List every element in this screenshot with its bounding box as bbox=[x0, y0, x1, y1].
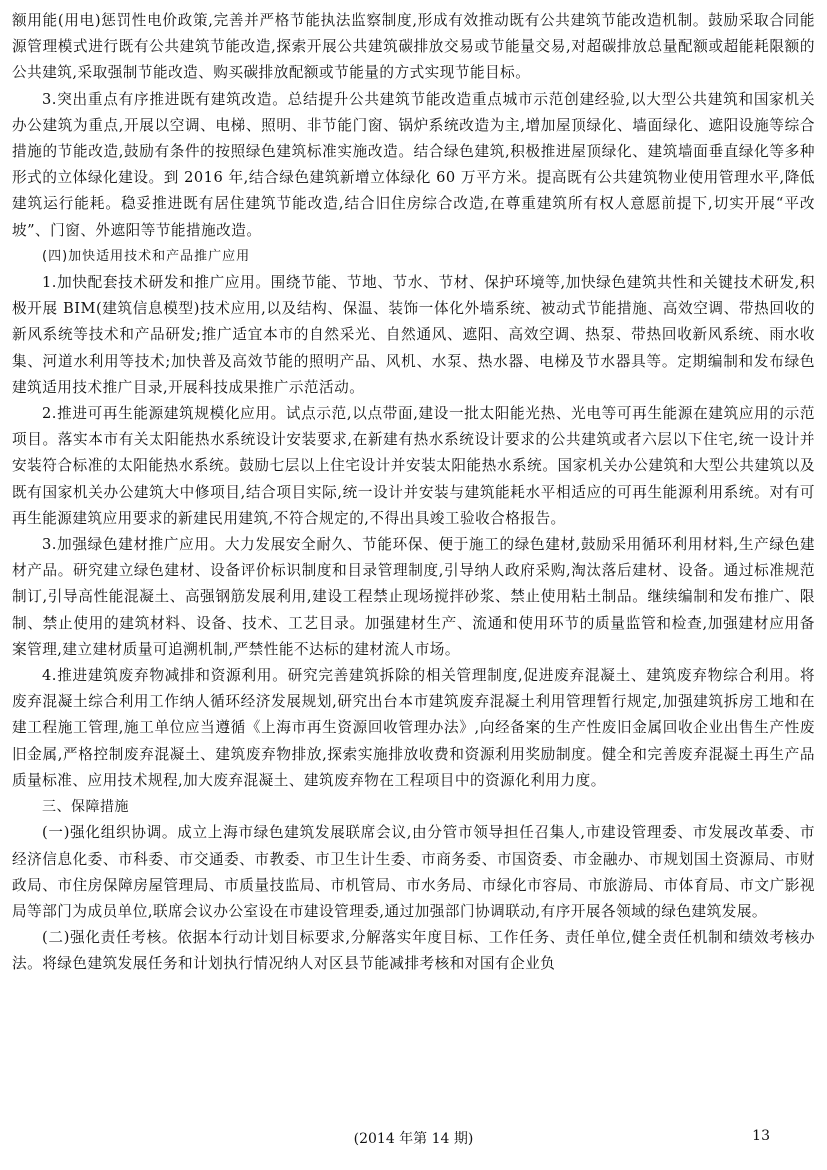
section-heading-safeguards: 三、保障措施 bbox=[42, 799, 129, 816]
subheading-technology-promotion: (四)加快适用技术和产品推广应用 bbox=[42, 248, 251, 264]
page-number: 13 bbox=[752, 1128, 770, 1144]
page-footer bbox=[0, 1128, 827, 1150]
paragraph-continuation: 额用能(用电)惩罚性电价政策,完善并严格节能执法监察制度,形成有效推动既有公共建筑节能改造机制。鼓励采取合同能源管理模式进行既有公共建筑节能改造,探索开展公共建筑碳排放交易或节能量交易,对超碳排放总量配额或超能耗限额的公共建筑,采取强制节能改造、购买碳排放配额或节能量的方式实现节能目标。 bbox=[12, 12, 815, 82]
paragraph-item-4-waste-recycling: 4.推进建筑废弃物减排和资源利用。研究完善建筑拆除的相关管理制度,促进废弃混凝土、建筑废弃物综合利用。将废弃混凝土综合利用工作纳人循环经济发展规划,研究出台本市建筑废弃混凝土利用管理暂行规定,加强建筑拆房工地和在建工程施工管理,施工单位应当遵循《上海市再生资源回收管理办法》,向经备案的生产性废旧金属回收企业出售生产性废旧金属,严格控制废弃混凝土、建筑废弃物排放,探索实施排放收费和资源利用奖励制度。健全和完善废弃混凝土再生产品质量标准、应用技术规程,加大废弃混凝土、建筑废弃物在工程项目中的资源化利用力度。 bbox=[12, 667, 815, 789]
paragraph-organization-coordination: (一)强化组织协调。成立上海市绿色建筑发展联席会议,由分管市领导担任召集人,市建设管理委、市发展改革委、市经济信息化委、市科委、市交通委、市教委、市卫生计生委、市商务委、市国资委、市金融办、市规划国土资源局、市财政局、市住房保障房屋管理局、市质量技监局、市机管局、市水务局、市绿化市容局、市旅游局、市体育局、市文广影视局等部门为成员单位,联席会议办公室设在市建设管理委,通过加强部门协调联动,有序开展各领域的绿色建筑发展。 bbox=[12, 824, 815, 920]
paragraph-item-2-renewable-energy: 2.推进可再生能源建筑规模化应用。试点示范,以点带面,建设一批太阳能光热、光电等可再生能源在建筑应用的示范项目。落实本市有关太阳能热水系统设计安装要求,在新建有热水系统设计要求的公共建筑或者六层以下住宅,统一设计并安装符合标准的太阳能热水系统。鼓励七层以上住宅设计并安装太阳能热水系统。国家机关办公建筑和大型公共建筑以及既有国家机关办公建筑大中修项目,结合项目实际,统一设计并安装与建筑能耗水平相适应的可再生能源利用系统。对有可再生能源建筑应用要求的新建民用建筑,不符合规定的,不得出具竣工验收合格报告。 bbox=[12, 405, 815, 527]
paragraph-item-3-green-materials: 3.加强绿色建材推广应用。大力发展安全耐久、节能环保、便于施工的绿色建材,鼓励采用循环利用材料,生产绿色建材产品。研究建立绿色建材、设备评价标识制度和目录管理制度,引导纳人政府采购,淘汰落后建材、设备。通过标准规范制订,引导高性能混凝土、高强钢筋发展利用,建设工程禁止现场搅拌砂浆、禁止使用粘土制品。继续编制和发布推广、限制、禁止使用的建筑材料、设备、技术、工艺目录。加强建材生产、流通和使用环节的质量监管和检查,加强建材应用备案管理,建立建材质量可追溯机制,严禁性能不达标的建材流人市场。 bbox=[12, 536, 815, 658]
paragraph-responsibility-assessment: (二)强化责任考核。依据本行动计划目标要求,分解落实年度目标、工作任务、责任单位,健全责任机制和绩效考核办法。将绿色建筑发展任务和计划执行情况纳人对区县节能减排考核和对国有企业负 bbox=[12, 929, 815, 973]
body-text bbox=[12, 8, 815, 978]
paragraph-item-3-retrofit: 3.突出重点有序推进既有建筑改造。总结提升公共建筑节能改造重点城市示范创建经验,以大型公共建筑和国家机关办公建筑为重点,开展以空调、电梯、照明、非节能门窗、锅炉系统改造为主,增加屋顶绿化、墙面绿化、遮阳设施等综合措施的节能改造,鼓励有条件的按照绿色建筑标准实施改造。结合绿色建筑,积极推进屋顶绿化、建筑墙面垂直绿化等多种形式的立体绿化建设。到 2016 年,结合绿色建筑新增立体绿化 60 万平方米。提高既有公共建筑物业使用管理水平,降低建筑运行能耗。稳妥推进既有居住建筑节能改造,结合旧住房综合改造,在尊重建筑所有权人意愿前提下,切实开展“平改坡”、门窗、外遮阳等节能措施改造。 bbox=[12, 90, 815, 239]
paragraph-item-1-tech-rd: 1.加快配套技术研发和推广应用。围绕节能、节地、节水、节材、保护环境等,加快绿色建筑共性和关键技术研发,积极开展 BIM(建筑信息模型)技术应用,以及结构、保温、装饰一体化外墙系统、被动式节能措施、高效空调、带热回收的新风系统等技术和产品研发;推广适宜本市的自然采光、自然通风、遮阳、高效空调、热泵、带热回收新风系统、雨水收集、河道水利用等技术;加快普及高效节能的照明产品、风机、水泵、热水器、电梯及节水器具等。定期编制和发布绿色建筑适用技术推广目录,开展科技成果推广示范活动。 bbox=[12, 274, 815, 396]
issue-label: (2014 年第 14 期) bbox=[353, 1131, 474, 1147]
